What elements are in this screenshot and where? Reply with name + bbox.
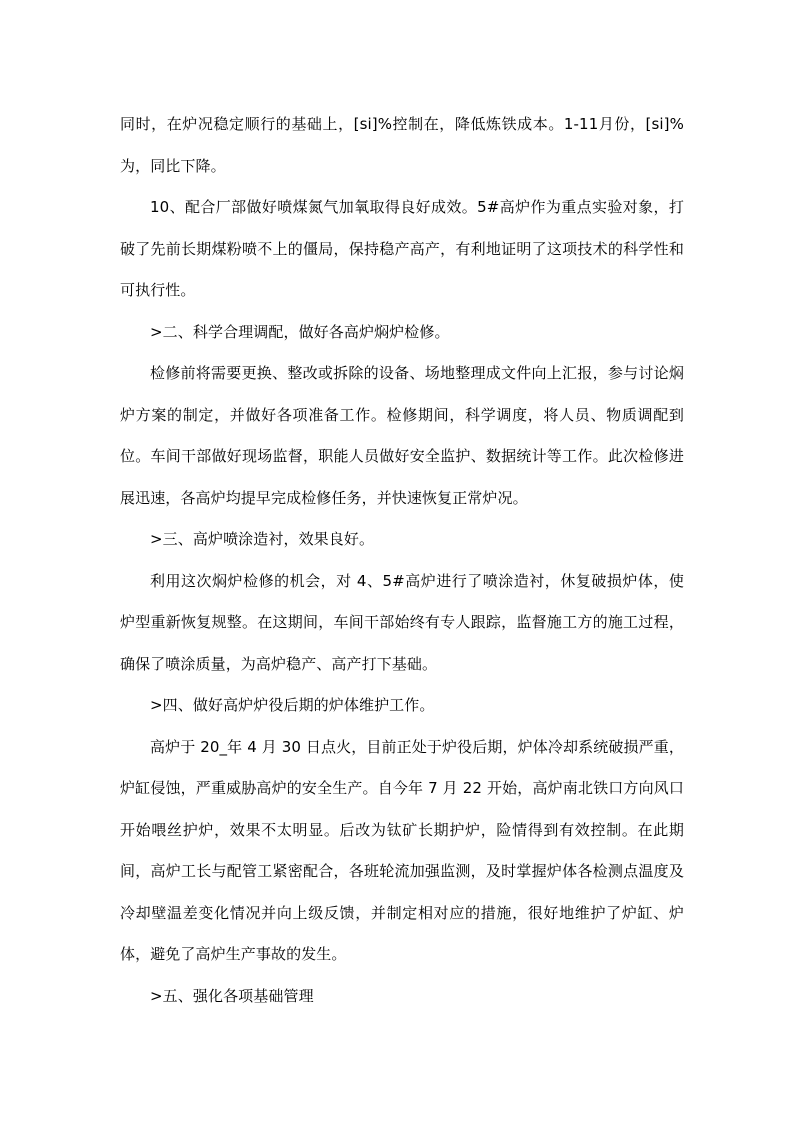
section-heading-5: >五、强化各项基础管理 <box>150 986 314 1005</box>
section-heading-4: >四、做好高炉炉役后期的炉体维护工作。 <box>150 696 435 714</box>
paragraph-1: 同时，在炉况稳定顺行的基础上，[si]%控制在，降低炼铁成本。1-11月份，[si]%为，同比下降。 <box>120 115 684 175</box>
document-body <box>120 104 684 1017</box>
paragraph-3: 检修前将需要更换、整改或拆除的设备、场地整理成文件向上汇报，参与讨论焖炉方案的制定，并做好各项准备工作。检修期间，科学调度，将人员、物质调配到位。车间干部做好现场监督，职能人员做好安全监护、数据统计等工作。此次检修进展迅速，各高炉均提早完成检修任务，并快速恢复正常炉况。 <box>120 364 684 507</box>
paragraph-4: 利用这次焖炉检修的机会，对 4、5#高炉进行了喷涂造衬，休复破损炉体，使炉型重新恢复规整。在这期间，车间干部始终有专人跟踪，监督施工方的施工过程，确保了喷涂质量，为高炉稳产、高产打下基础。 <box>120 571 684 673</box>
section-heading-3: >三、高炉喷涂造衬，效果良好。 <box>150 530 375 548</box>
section-heading-2: >二、科学合理调配，做好各高炉焖炉检修。 <box>150 322 450 341</box>
paragraph-2: 10、配合厂部做好喷煤氮气加氧取得良好成效。5#高炉作为重点实验对象，打破了先前长期煤粉喷不上的僵局，保持稳产高产，有利地证明了这项技术的科学性和可执行性。 <box>120 198 684 299</box>
paragraph-5: 高炉于 20_年 4 月 30 日点火，目前正处于炉役后期，炉体冷却系统破损严重，炉缸侵蚀，严重威胁高炉的安全生产。自今年 7 月 22 开始，高炉南北铁口方向风口开始喂丝护炉，效果不太明显。后改为钛矿长期护炉，险情得到有效控制。在此期间，高炉工长与配管工紧密配合，各班轮流加强监测，及时掌握炉体各检测点温度及冷却壁温差变化情况并向上级反馈，并制定相对应的措施，很好地维护了炉缸、炉体，避免了高炉生产事故的发生。 <box>120 737 684 963</box>
